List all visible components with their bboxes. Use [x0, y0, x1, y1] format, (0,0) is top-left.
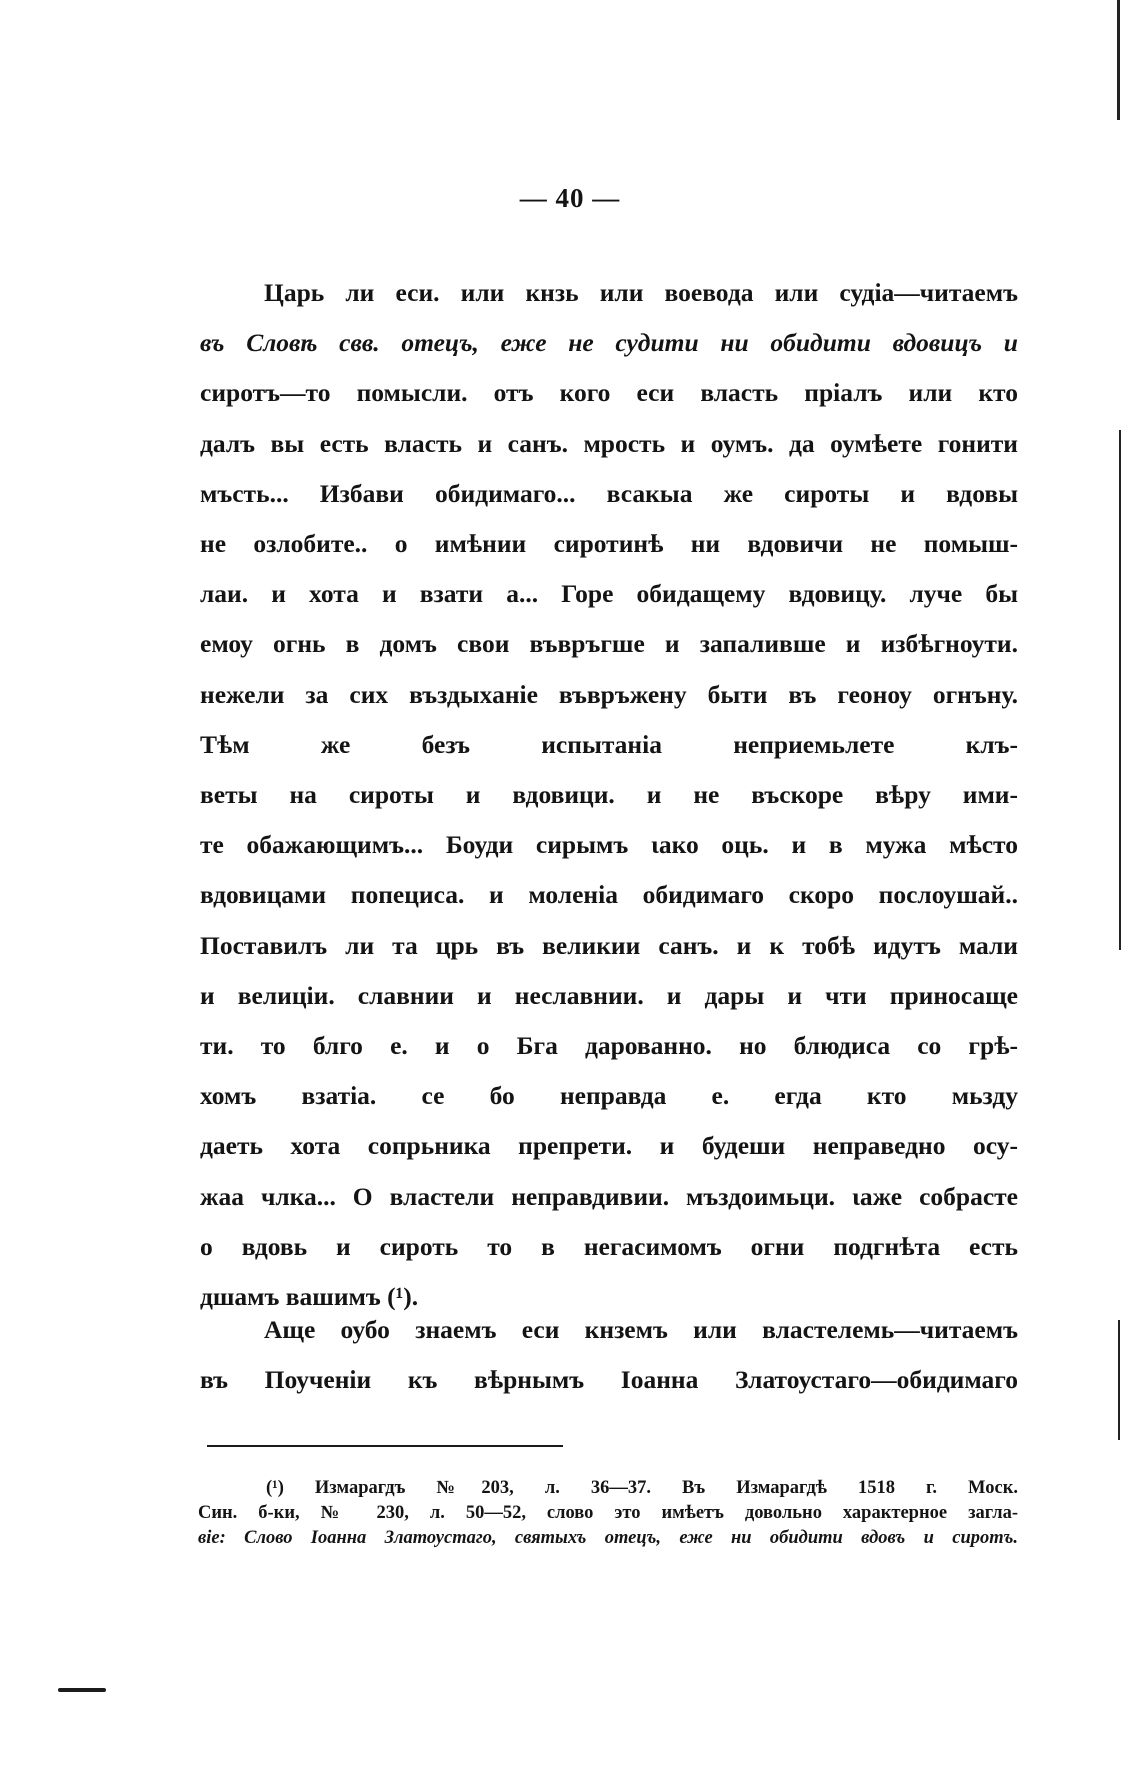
- footnote: [198, 1476, 1018, 1551]
- footnote-line: (¹) Измарагдъ №203, л. 36—37. Въ Измарагдѣ 1518 г. Моск.: [266, 1478, 1018, 1498]
- scan-edge-line-mid: [1119, 430, 1121, 950]
- text-line: нежели за сих въздыханіе въвръжену быти въ геоноу огнъну.: [200, 679, 1018, 709]
- scan-edge-line-low: [1118, 1320, 1120, 1440]
- text-line: въ Поученіи къ вѣрнымъ Іоанна Златоустаго—обидимаго: [200, 1365, 1018, 1395]
- text-line: те обажающимъ... Боуди сирымъ ιако оць. и в мужа мѣсто: [200, 830, 1018, 860]
- footnote-divider: [207, 1445, 563, 1447]
- paragraph-1: [200, 268, 1018, 1322]
- footnote-line: віе: Слово Іоанна Златоустаго, святыхъ отецъ, еже ни обидити вдовъ и сиротъ.: [198, 1528, 1018, 1548]
- text-line: Поставилъ ли та црь въ великии санъ. и к тобѣ идутъ мали: [200, 930, 1018, 960]
- scan-edge-line-top: [1117, 0, 1120, 120]
- text-line: вдовицами попециса. и моленіа обидимаго скоро послоушай..: [200, 880, 1018, 910]
- text-line: Аще оубо знаемъ еси кнземъ или властелемь—читаемъ: [264, 1315, 1018, 1344]
- text-line: и велицiи. славнии и неславнии. и дары и чти приносаще: [200, 980, 1018, 1010]
- text-line: Царь ли еси. или кнзь или воевода или судіа—читаемъ: [264, 278, 1018, 307]
- text-line: въ Словѣ свв. отецъ, еже не судити ни обидити вдовицъ и: [200, 328, 1018, 358]
- text-line: мъсть... Избави обидимаго... всакыа же сироты и вдовы: [200, 478, 1018, 508]
- text-line: сиротъ—то помысли. отъ кого еси власть пріалъ или кто: [200, 378, 1018, 408]
- text-line: дшамъ вашимъ (¹).: [200, 1282, 419, 1312]
- text-line: веты на сироты и вдовици. и не въскоре вѣру ими-: [200, 780, 1018, 810]
- text-line: лаи. и хота и взати а... Горе обидащему вдовицу. луче бы: [200, 579, 1018, 609]
- scan-mark: [58, 1688, 106, 1692]
- text-line: емоу огнь в домъ свои въвръгше и запаливше и избѣгноути.: [200, 629, 1018, 659]
- text-line: жаа члка... О властели неправдивии. мъздоимьци. ιаже собрасте: [200, 1181, 1018, 1211]
- paragraph-2: [200, 1305, 1018, 1405]
- page-number: — 40 —: [519, 183, 621, 213]
- footnote-line: Син. б-ки, № 230, л. 50—52, слово это имѣетъ довольно характерное загла-: [198, 1503, 1018, 1523]
- text-line: не озлобите.. о имѣнии сиротинѣ ни вдовичи не помыш-: [200, 529, 1018, 559]
- text-line: далъ вы есть власть и санъ. мрость и оумъ. да оумѣете гонити: [200, 428, 1018, 458]
- text-line: хомъ взатіа. се бо неправда е. егда кто мьзду: [200, 1081, 1018, 1111]
- text-line: Тѣм же безъ испытаніа неприемьлете клъ-: [200, 729, 1018, 759]
- text-line: даеть хота сопрьника препрети. и будеши неправедно осу-: [200, 1131, 1018, 1161]
- text-line: о вдовь и сироть то в негасимомъ огни подгнѣта есть: [200, 1231, 1018, 1261]
- text-line: ти. то блго е. и о Бга дарованно. но блюдиса со грѣ-: [200, 1031, 1018, 1061]
